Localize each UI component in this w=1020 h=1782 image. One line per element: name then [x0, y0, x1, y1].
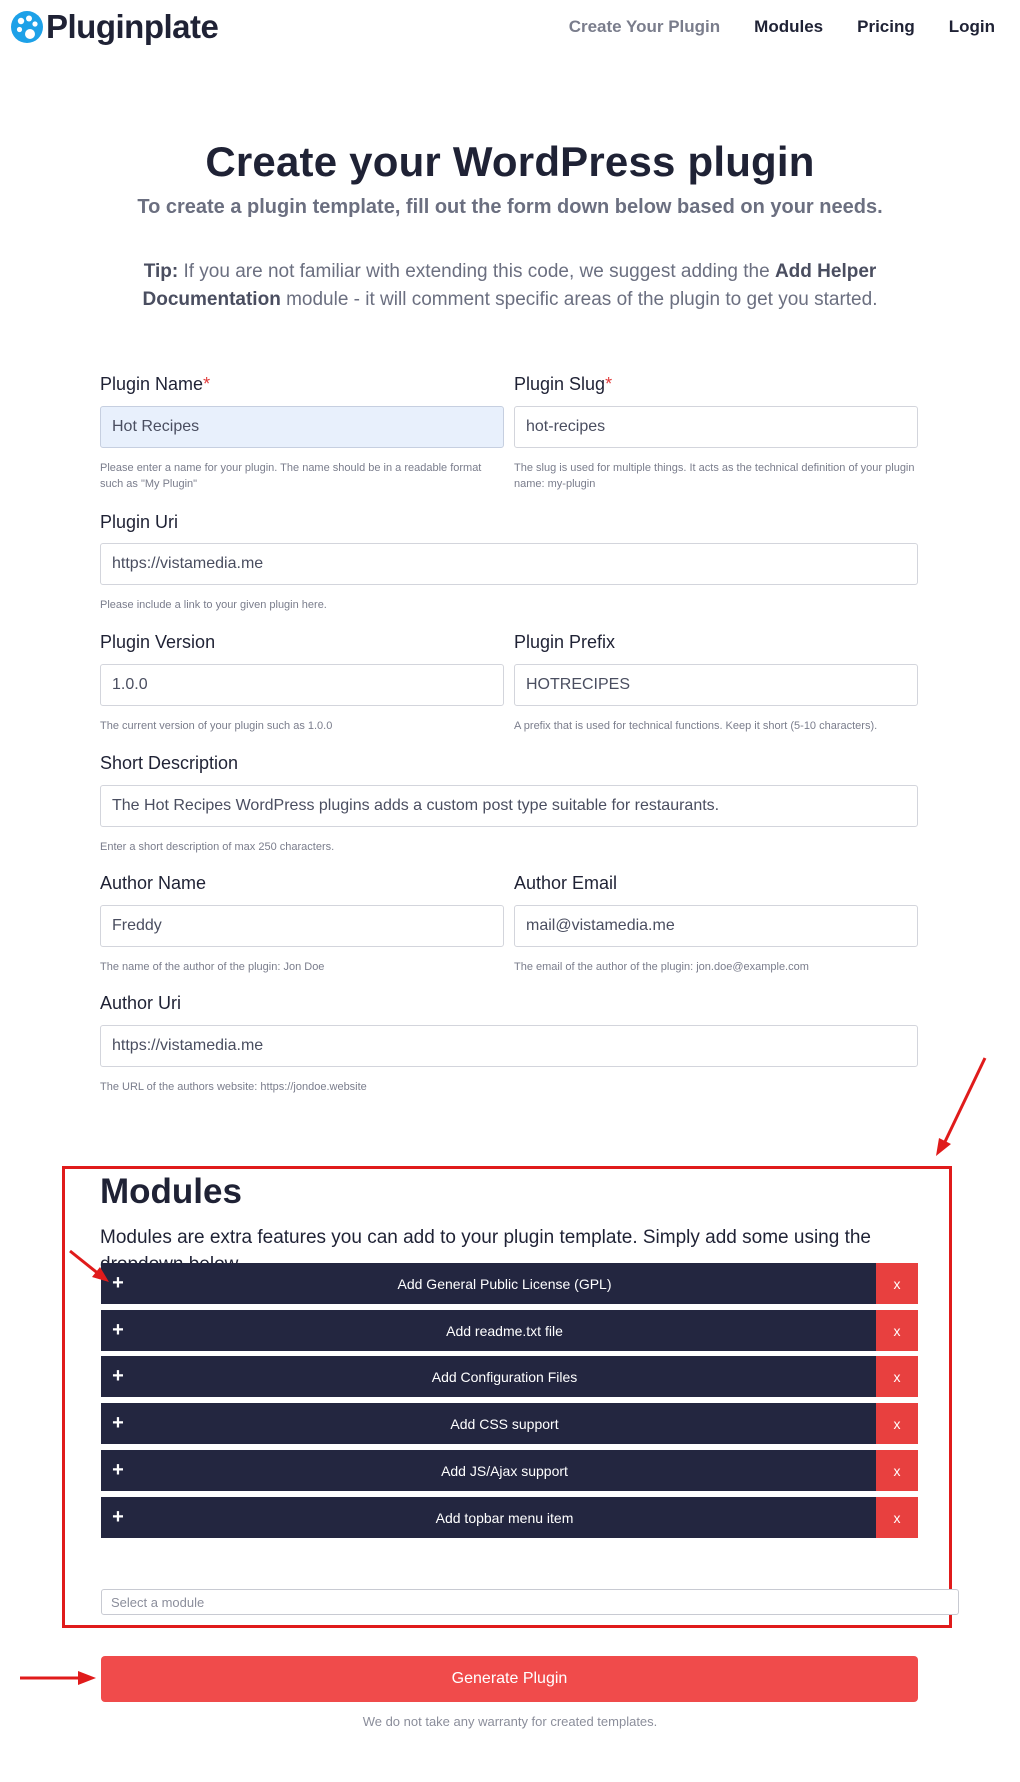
- plugin-name-label-text: Plugin Name: [100, 374, 204, 394]
- logo-text: Pluginplate: [46, 8, 219, 45]
- author-uri-label: Author Uri: [100, 993, 182, 1013]
- module-row: [101, 1403, 918, 1444]
- required-mark: *: [203, 374, 211, 394]
- plugin-slug-input[interactable]: hot-recipes: [514, 406, 918, 448]
- module-label: Add Configuration Files: [431, 1368, 578, 1385]
- remove-module-button[interactable]: x: [876, 1356, 918, 1397]
- author-name-input[interactable]: Freddy: [100, 905, 504, 947]
- short-description-label: Short Description: [100, 753, 239, 773]
- plugin-slug-help: The slug is used for multiple things. It acts as the technical definition of your plugin name: my-plugin: [514, 462, 915, 490]
- warranty-disclaimer: We do not take any warranty for created templates.: [362, 1714, 658, 1729]
- author-email-label: Author Email: [514, 873, 618, 893]
- tip-text-part-2: module - it will comment specific areas of the plugin to get you started.: [280, 289, 878, 310]
- required-mark: *: [605, 374, 613, 394]
- palette-logo-icon: [10, 10, 44, 44]
- author-name-help: The name of the author of the plugin: Jon Doe: [100, 961, 325, 973]
- author-name-label: Author Name: [100, 873, 207, 893]
- plugin-version-input[interactable]: 1.0.0: [100, 664, 504, 706]
- module-label: Add readme.txt file: [446, 1322, 563, 1339]
- annotation-arrow-icon: [930, 1050, 990, 1160]
- module-row: [101, 1497, 918, 1538]
- short-description-input[interactable]: The Hot Recipes WordPress plugins adds a custom post type suitable for restaurants.: [100, 785, 918, 827]
- expand-plus-icon[interactable]: +: [112, 1412, 124, 1434]
- plugin-prefix-input[interactable]: HOTRECIPES: [514, 664, 918, 706]
- expand-plus-icon[interactable]: +: [112, 1506, 124, 1528]
- expand-plus-icon[interactable]: +: [112, 1459, 124, 1481]
- main-nav: [569, 17, 995, 37]
- nav-modules[interactable]: Modules: [754, 17, 824, 36]
- short-description-help: Enter a short description of max 250 characters.: [100, 841, 335, 853]
- plugin-name-label: [100, 374, 210, 395]
- plugin-name-help: Please enter a name for your plugin. The name should be in a readable format such as "My Plugin": [100, 462, 482, 490]
- tip-label: Tip:: [143, 261, 179, 282]
- remove-module-button[interactable]: x: [876, 1403, 918, 1444]
- author-email-help: The email of the author of the plugin: jon.doe@example.com: [514, 961, 809, 973]
- nav-pricing[interactable]: Pricing: [857, 17, 915, 36]
- expand-plus-icon[interactable]: +: [112, 1365, 124, 1387]
- plugin-slug-label: [514, 374, 612, 395]
- page-title: Create your WordPress plugin: [205, 138, 815, 185]
- plugin-version-label: Plugin Version: [100, 632, 216, 652]
- module-row: [101, 1356, 918, 1397]
- plugin-slug-label-text: Plugin Slug: [514, 374, 606, 394]
- expand-plus-icon[interactable]: +: [112, 1272, 124, 1294]
- tip-text-part-1: If you are not familiar with extending this code, we suggest adding the: [178, 261, 775, 282]
- author-uri-help: The URL of the authors website: https://jondoe.website: [100, 1081, 367, 1093]
- module-label: Add topbar menu item: [435, 1509, 574, 1526]
- remove-module-button[interactable]: x: [876, 1450, 918, 1491]
- annotation-arrow-icon: [66, 1247, 116, 1287]
- plugin-prefix-label: Plugin Prefix: [514, 632, 616, 652]
- module-row: [101, 1263, 918, 1304]
- plugin-uri-label: Plugin Uri: [100, 512, 179, 532]
- annotation-arrow-icon: [18, 1668, 98, 1688]
- plugin-prefix-help: A prefix that is used for technical functions. Keep it short (5-10 characters).: [514, 720, 878, 732]
- modules-description: Modules are extra features you can add to your plugin template. Simply add some using the: [100, 1227, 871, 1248]
- generate-plugin-button[interactable]: Generate Plugin: [101, 1656, 918, 1702]
- page-subtitle: To create a plugin template, fill out the form down below based on your needs.: [137, 196, 883, 218]
- remove-module-button[interactable]: x: [876, 1310, 918, 1351]
- module-label: Add JS/Ajax support: [441, 1462, 568, 1479]
- plugin-version-help: The current version of your plugin such as 1.0.0: [100, 720, 333, 732]
- remove-module-button[interactable]: x: [876, 1497, 918, 1538]
- logo[interactable]: [10, 8, 218, 46]
- module-label: Add General Public License (GPL): [397, 1275, 612, 1292]
- plugin-name-input[interactable]: Hot Recipes: [100, 406, 504, 448]
- author-uri-input[interactable]: https://vistamedia.me: [100, 1025, 918, 1067]
- site-header: [0, 0, 1020, 56]
- author-email-input[interactable]: mail@vistamedia.me: [514, 905, 918, 947]
- plugin-uri-help: Please include a link to your given plugin here.: [100, 599, 327, 611]
- nav-create-your-plugin[interactable]: Create Your Plugin: [568, 17, 721, 36]
- select-module-dropdown[interactable]: Select a module: [101, 1589, 959, 1615]
- tip-text: [120, 258, 900, 314]
- expand-plus-icon[interactable]: +: [112, 1319, 124, 1341]
- modules-title: Modules: [100, 1172, 242, 1211]
- module-row: [101, 1450, 918, 1491]
- plugin-uri-input[interactable]: https://vistamedia.me: [100, 543, 918, 585]
- tip-bold-module: Add Helper Documentation: [142, 261, 877, 310]
- nav-login[interactable]: Login: [948, 17, 995, 36]
- remove-module-button[interactable]: x: [876, 1263, 918, 1304]
- module-row: [101, 1310, 918, 1351]
- module-label: Add CSS support: [450, 1415, 559, 1432]
